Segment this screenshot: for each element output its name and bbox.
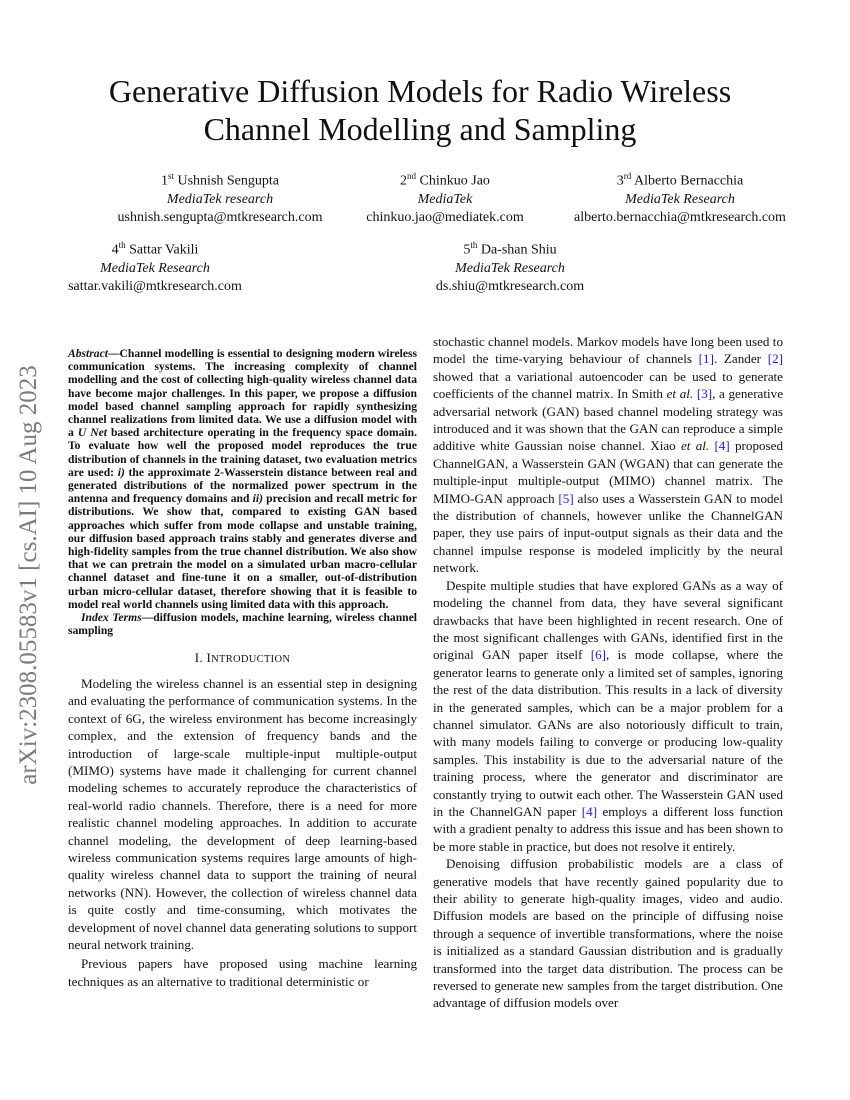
author-name: Ushnish Sengupta xyxy=(177,173,279,189)
right-paragraph-3: Denoising diffusion probabilistic models are a class of generative models that have recently gained popularity due to their ability to generate high-quality images, video and audio. Diffusion models are based on the principle of diffusing noise through a sequence of invertible transformations, where the noise is initialized as a standard Gaussian distribution and is gradually transformed into the target data distribution. The process can be reversed to generate new samples from the target distribution. One advantage of diffusion models over xyxy=(433,856,783,1011)
abstract-label: Abstract xyxy=(68,347,108,360)
citation-link[interactable]: [6] xyxy=(590,647,607,663)
author-affiliation: MediaTek research xyxy=(166,191,274,207)
author-block-1: 1st Ushnish Sengupta MediaTek research ushnish.sengupta@mtkresearch.com xyxy=(110,167,330,227)
author-block-2: 2nd Chinkuo Jao MediaTek chinkuo.jao@mediatek.com xyxy=(345,167,545,227)
author-name: Alberto Bernacchia xyxy=(634,173,744,189)
left-column xyxy=(68,347,417,990)
author-affiliation: MediaTek xyxy=(417,191,473,207)
author-email[interactable]: chinkuo.jao@mediatek.com xyxy=(366,209,524,225)
author-email[interactable]: alberto.bernacchia@mtkresearch.com xyxy=(574,209,786,225)
author-block-4: 4th Sattar Vakili MediaTek Research sattar.vakili@mtkresearch.com xyxy=(55,236,255,296)
author-affiliation: MediaTek Research xyxy=(625,191,735,207)
author-affiliation: MediaTek Research xyxy=(455,260,565,276)
author-affiliation: MediaTek Research xyxy=(100,260,210,276)
author-email[interactable]: sattar.vakili@mtkresearch.com xyxy=(68,278,242,294)
arxiv-sidebar xyxy=(4,295,54,855)
citation-link[interactable]: [2] xyxy=(767,351,783,367)
abstract: Abstract—Channel modelling is essential to designing modern wireless communication systems. The increasing complexity of channel modelling and the cost of collecting high-quality wireless channel data have become major challenges. In this paper, we propose a diffusion model based channel sampling approach for rapidly synthesizing channel realizations from limited data. We use a diffusion model with a U Net based architecture operating in the frequency space domain. To evaluate how well the proposed model reproduces the true distribution of channels in the training dataset, two evaluation metrics are used: i) the approximate 2-Wasserstein distance between real and generated distributions of the normalized power spectrum in the antenna and frequency domains and ii) precision and recall metric for distributions. We show that, compared to existing GAN based approaches which suffer from mode collapse and unstable training, our diffusion based approach trains stably and generates diverse and high-fidelity samples from the true channel distribution. We also show that we can pretrain the model on a simulated urban macro-cellular channel dataset and fine-tune it on a smaller, out-of-distribution urban micro-cellular dataset, therefore showing that it is feasible to model real world channels using limited data with this approach. xyxy=(68,347,417,611)
citation-link[interactable]: [3] xyxy=(696,386,713,402)
index-terms: Index Terms—diffusion models, machine learning, wireless channel sampling xyxy=(68,611,417,638)
citation-link[interactable]: [4] xyxy=(581,803,598,819)
author-block-5: 5th Da-shan Shiu MediaTek Research ds.shiu@mtkresearch.com xyxy=(410,236,610,296)
author-name: Chinkuo Jao xyxy=(419,173,490,189)
author-email[interactable]: ushnish.sengupta@mtkresearch.com xyxy=(117,209,323,225)
right-paragraph-2: Despite multiple studies that have explored GANs as a way of modeling the channel from data, they have several significant drawbacks that have been highlighted in recent research. One of the most significant challenges with GANs, identified first in the original GAN paper itself [6], is mode collapse, where the generator learns to generate only a limited set of samples, ignoring the rest of the data distribution. This results in a lack of diversity in the generated samples, which can be a major problem for a channel simulator. GANs are also notoriously difficult to train, with many models failing to converge or producing low-quality samples. This instability is due to the adversarial nature of the training process, where the generator and discriminator are constantly trying to outwit each other. The Wasserstein GAN used in the ChannelGAN paper [4] employs a different loss function with a gradient penalty to address this issue and has been shown to be more stable in practice, but does not resolve it entirely. xyxy=(433,577,783,854)
intro-paragraph-2: Previous papers have proposed using machine learning techniques as an alternative to traditional deterministic or xyxy=(68,956,417,989)
author-block-3: 3rd Alberto Bernacchia MediaTek Research alberto.bernacchia@mtkresearch.com xyxy=(565,167,795,227)
citation-link[interactable]: [4] xyxy=(714,438,730,454)
citation-link[interactable]: [1] xyxy=(698,351,714,367)
title-line-1: Generative Diffusion Models for Radio Wireless xyxy=(108,73,732,109)
author-email[interactable]: ds.shiu@mtkresearch.com xyxy=(435,278,585,294)
right-paragraph-1: stochastic channel models. Markov models have long been used to model the time-varying behaviour of channels [1]. Zander [2] showed that a variational autoencoder can be used to generate coefficients of the channel matrix. In Smith et al. [3], a generative adversarial network (GAN) based channel modeling strategy was introduced and it was shown that the GAN can reproduce a simple additive white Gaussian noise channel. Xiao et al. [4] proposed ChannelGAN, a Wasserstein GAN (WGAN) that can generate the multiple-input multiple-output (MIMO) channel matrix. The MIMO-GAN approach [5] also uses a Wasserstein GAN to model the distribution of channels, however unlike the ChannelGAN paper, they use pairs of input-output signals as their data and the channel impulse response is modeled implicitly by the neural network. xyxy=(433,334,784,576)
title-line-2: Channel Modelling and Sampling xyxy=(203,111,637,147)
author-name: Da-shan Shiu xyxy=(480,242,557,258)
index-terms-label: Index Terms xyxy=(81,611,142,625)
section-heading-introduction: I. INTRODUCTION xyxy=(194,650,291,666)
intro-paragraph-1: Modeling the wireless channel is an essential step in designing and evaluating the performance of communication systems. In the context of 6G, the wireless environment has become increasingly complex, and the extension of frequency bands and the introduction of large-scale multiple-input multiple-output (MIMO) systems have made it challenging for current channel modeling schemes to accurately reproduce the characteristics of real-world radio channels. Therefore, there is a need for more realistic channel modeling approaches. In addition to accurate channel modeling, the development of deep learning-based wireless communication systems requires large amounts of high-quality wireless channel data to support the training of neural networks (NN). However, the collection of wireless channel data is quite costly and time-consuming, which motivates the development of novel channel data generating solutions to support neural network training. xyxy=(68,675,417,952)
paper-title xyxy=(70,72,770,148)
citation-link[interactable]: [5] xyxy=(558,490,574,506)
author-name: Sattar Vakili xyxy=(129,242,199,258)
right-column xyxy=(433,333,783,1012)
arxiv-identifier[interactable]: arXiv:2308.05583v1 [cs.AI] 10 Aug 2023 xyxy=(15,365,42,785)
